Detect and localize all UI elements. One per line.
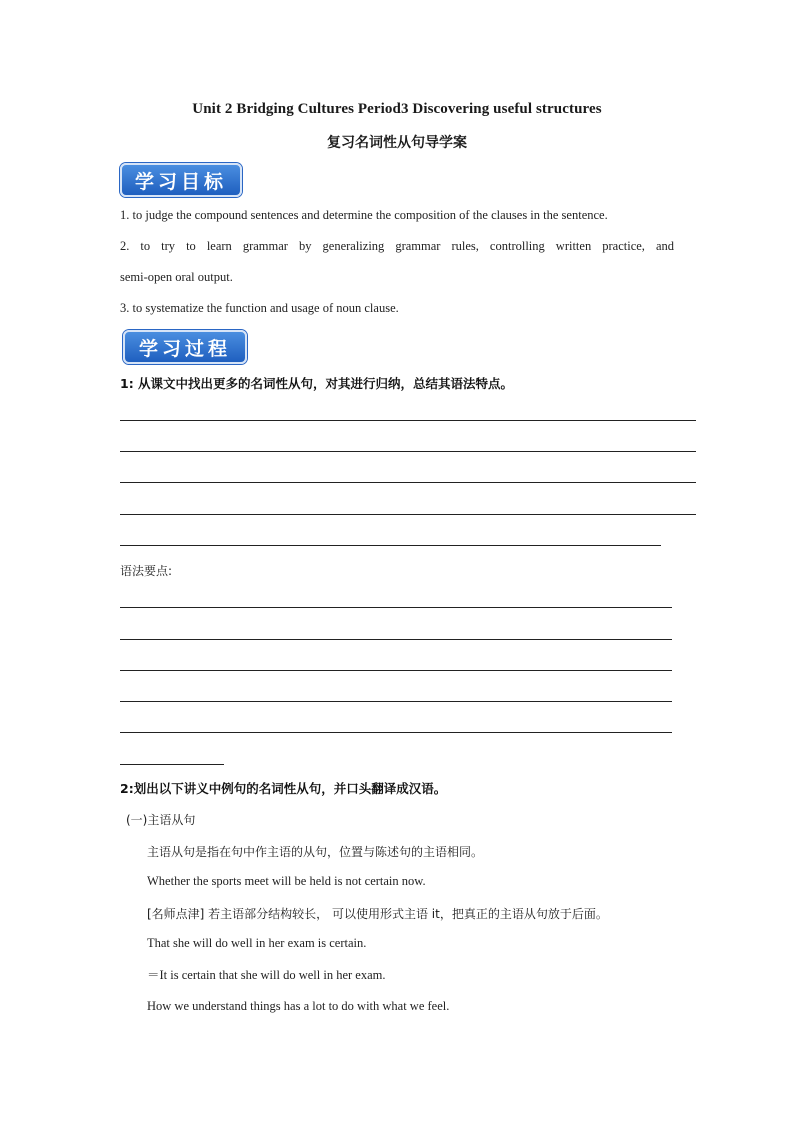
answer-line[interactable] bbox=[120, 420, 696, 421]
grammar-line[interactable] bbox=[120, 732, 672, 733]
objective-item-1: 1. to judge the compound sentences and determine the composition of the clauses in the sentence. bbox=[120, 208, 608, 222]
task-2-heading: 2:划出以下讲义中例句的名词性从句，并口头翻译成汉语。 bbox=[120, 781, 447, 796]
answer-line[interactable] bbox=[120, 514, 696, 515]
grammar-line[interactable] bbox=[120, 607, 672, 608]
answer-line[interactable] bbox=[120, 545, 661, 546]
objective-item-2-cont: semi-open oral output. bbox=[120, 270, 233, 284]
objective-item-3: 3. to systematize the function and usage of noun clause. bbox=[120, 301, 399, 315]
example-sentence: Whether the sports meet will be held is not certain now. bbox=[147, 874, 426, 888]
task-1-heading: 1: 从课文中找出更多的名词性从句，对其进行归纳，总结其语法特点。 bbox=[120, 376, 514, 391]
grammar-line[interactable] bbox=[120, 670, 672, 671]
section-line: 主语从句是指在句中作主语的从句，位置与陈述句的主语相同。 bbox=[147, 845, 484, 859]
process-badge: 学习过程 bbox=[123, 330, 247, 364]
example-sentence: ＝It is certain that she will do well in her exam. bbox=[147, 968, 386, 982]
document-title: Unit 2 Bridging Cultures Period3 Discovering useful structures bbox=[192, 101, 602, 117]
teacher-tip: [名师点津] 若主语部分结构较长， 可以使用形式主语 it，把真正的主语从句放于后面。 bbox=[147, 907, 608, 921]
objectives-badge: 学习目标 bbox=[120, 163, 242, 197]
answer-line[interactable] bbox=[120, 451, 696, 452]
example-sentence: That she will do well in her exam is certain. bbox=[147, 936, 367, 950]
grammar-line[interactable] bbox=[120, 764, 224, 765]
grammar-line[interactable] bbox=[120, 701, 672, 702]
answer-line[interactable] bbox=[120, 482, 696, 483]
example-sentence: How we understand things has a lot to do with what we feel. bbox=[147, 999, 450, 1013]
objective-item-2: 2. to try to learn grammar by generalizing grammar rules, controlling written practice, and bbox=[120, 239, 674, 253]
grammar-line[interactable] bbox=[120, 639, 672, 640]
section-subject-clause-heading: (一)主语从句 bbox=[126, 813, 196, 827]
grammar-points-label: 语法要点: bbox=[120, 564, 173, 578]
document-subtitle: 复习名词性从句导学案 bbox=[327, 135, 467, 151]
